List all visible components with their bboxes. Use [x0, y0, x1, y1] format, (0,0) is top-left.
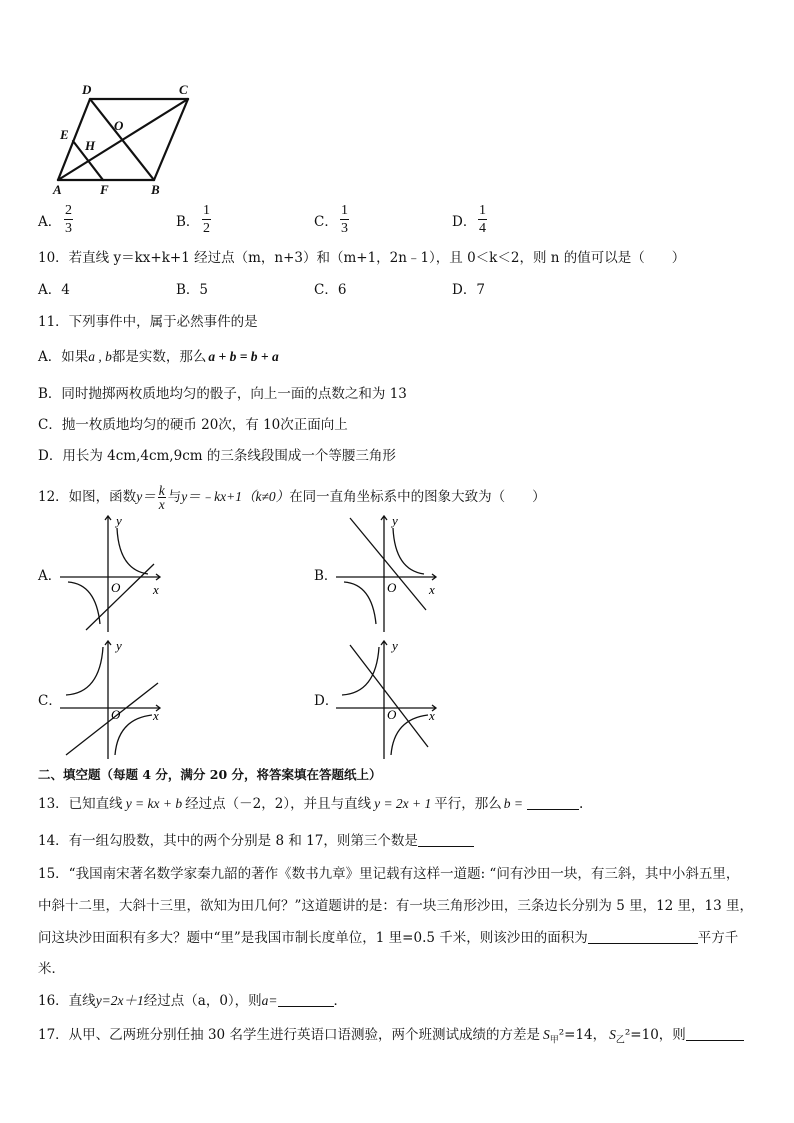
axis-y: y — [116, 513, 122, 528]
q15-line4: 米． — [38, 961, 65, 977]
label-A: A — [53, 182, 62, 197]
q11-a-vars: a , b — [88, 349, 112, 364]
q11-option-b: B．同时抛掷两枚质地均匀的骰子，向上一面的点数之和为 13 — [38, 386, 407, 402]
numerator: 1 — [203, 203, 210, 218]
axis-y: y — [392, 513, 398, 528]
q12-option-d-label: D． — [314, 693, 339, 709]
q11-stem: 11．下列事件中，属于必然事件的是 — [38, 314, 258, 330]
q13-prefix: 13．已知直线 — [38, 796, 123, 812]
q12-prefix: 12．如图，函数 — [38, 489, 137, 505]
axis-y: y — [116, 638, 122, 653]
q12-option-b-label: B． — [314, 568, 338, 584]
q13-ans-var: b = — [503, 796, 524, 811]
q17-s2: S — [609, 1027, 616, 1042]
q13-suffix: 平行，那么 — [434, 796, 502, 812]
q15-answer-blank[interactable] — [588, 929, 698, 944]
q9-option-c-letter: C． — [314, 214, 338, 230]
q14-text: 14．有一组勾股数，其中的两个分别是 8 和 17，则第三个数是 — [38, 833, 418, 849]
q14 — [38, 832, 474, 850]
q13 — [38, 795, 583, 813]
q17-s1-val: ²=14， — [558, 1027, 607, 1043]
q13-line2: y = 2x + 1 — [374, 796, 432, 811]
q9-option-d-letter: D． — [452, 214, 477, 230]
q17-s1-sub: 甲 — [549, 1035, 559, 1046]
q12-graph-a — [60, 512, 170, 637]
denominator: 2 — [203, 221, 210, 236]
q17 — [38, 1026, 744, 1050]
q13-answer-blank[interactable] — [527, 795, 579, 810]
q16-ans: a= — [261, 993, 278, 1008]
q10-option-b: B．5 — [176, 282, 209, 298]
axis-y: y — [392, 638, 398, 653]
axis-x: x — [153, 582, 159, 597]
q9-option-b-letter: B． — [176, 214, 200, 230]
origin: O — [111, 580, 121, 595]
numerator: 1 — [479, 203, 486, 218]
q15-line1: 15．“我国南宋著名数学家秦九韶的著作《数书九章》里记载有这样一道题: “问有沙田一块，有三斜，其中小斜五里， — [38, 866, 740, 882]
q9-option-c-fraction — [340, 203, 349, 236]
q17-answer-blank[interactable] — [686, 1026, 744, 1041]
q17-prefix: 17．从甲、乙两班分别任抽 30 名学生进行英语口语测验，两个班测试成绩的方差是 — [38, 1027, 540, 1043]
label-B: B — [151, 182, 160, 197]
q9-option-a-letter: A． — [38, 214, 62, 230]
denominator: 3 — [341, 221, 348, 236]
q17-s2-sub: 乙 — [615, 1035, 625, 1046]
axis-x: x — [153, 708, 159, 723]
q9-option-b-fraction — [202, 203, 211, 236]
q12-fraction — [158, 484, 166, 511]
q15-line3-end: 平方千 — [697, 930, 739, 946]
q12-y-eq: y＝ — [136, 489, 156, 504]
q10-option-a: A．4 — [38, 282, 70, 298]
q16-mid: 经过点（a，0），则 — [143, 993, 262, 1009]
label-D: D — [82, 82, 92, 97]
label-E: E — [60, 127, 69, 142]
numerator: 2 — [65, 203, 72, 218]
q11-a-expr: a + b = b + a — [208, 349, 279, 364]
q15-line2: 中斜十二里，大斜十三里，欲知为田几何？”这道题讲的是：有一块三角形沙田，三条边长分别为 5 里，12 里，13 里， — [38, 898, 754, 914]
q15-line3 — [38, 929, 738, 947]
q15-line3-text: 问这块沙田面积有多大？题中“里”是我国市制长度单位，1 里=0.5 千米，则该沙田的面积为 — [38, 930, 588, 946]
q12-graph-b — [336, 512, 446, 637]
origin: O — [111, 707, 121, 722]
q16-expr: y=2x＋1 — [95, 993, 144, 1008]
q10-option-d: D．7 — [452, 282, 485, 298]
q10-stem: 10．若直线 y＝kx+k+1 经过点（m，n+3）和（m+1，2n﹣1），且 0＜k＜2，则 n 的值可以是（ ） — [38, 250, 686, 266]
parallelogram-figure — [48, 78, 208, 196]
q11-option-c: C．抛一枚质地均匀的硬币 20次，有 10次正面向上 — [38, 417, 348, 433]
axis-x: x — [429, 708, 435, 723]
label-C: C — [179, 82, 188, 97]
denominator: 3 — [65, 221, 72, 236]
q12-graph-d — [336, 637, 446, 762]
q16-end: ． — [333, 993, 348, 1009]
q12-graph-c — [60, 637, 170, 762]
q9-option-d-fraction — [478, 203, 487, 236]
q16 — [38, 992, 347, 1010]
q11-option-a — [38, 348, 279, 366]
q12-second-fn: y＝﹣kx+1（k≠0） — [181, 489, 290, 504]
q12-stem — [38, 484, 546, 511]
label-F: F — [100, 182, 109, 197]
q14-answer-blank[interactable] — [418, 832, 474, 847]
q12-mid: 与 — [167, 489, 182, 505]
denominator: 4 — [479, 221, 486, 236]
q12-frac-num: k — [158, 483, 165, 498]
origin: O — [387, 580, 397, 595]
q17-s2-val: ²=10，则 — [624, 1027, 686, 1043]
section2-title: 二、填空题（每题 4 分，满分 20 分，将答案填在答题纸上） — [38, 767, 382, 782]
q16-answer-blank[interactable] — [278, 992, 334, 1007]
q9-option-a-fraction — [64, 203, 73, 236]
q13-mid: 经过点（－2，2），并且与直线 — [185, 796, 372, 812]
label-H: H — [85, 138, 96, 153]
q12-frac-den: x — [158, 497, 165, 512]
q10-option-c: C．6 — [314, 282, 347, 298]
q13-end: . — [579, 796, 584, 812]
q12-option-c-label: C． — [38, 693, 62, 709]
numerator: 1 — [341, 203, 348, 218]
origin: O — [387, 707, 397, 722]
q16-prefix: 16．直线 — [38, 993, 96, 1009]
q12-option-a-label: A． — [38, 568, 62, 584]
q11-a-prefix: A．如果 — [38, 349, 89, 365]
q17-s1: S — [542, 1027, 550, 1042]
axis-x: x — [429, 582, 435, 597]
label-O: O — [114, 118, 124, 133]
q13-line1: y = kx + b — [125, 796, 183, 811]
q12-suffix: 在同一直角坐标系中的图象大致为（ ） — [289, 489, 546, 505]
q11-a-mid: 都是实数，那么 — [111, 349, 207, 365]
q11-option-d: D．用长为 4cm,4cm,9cm 的三条线段围成一个等腰三角形 — [38, 448, 396, 464]
